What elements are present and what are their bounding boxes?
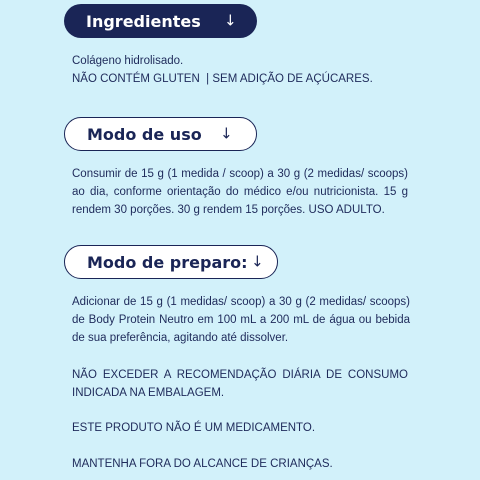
arrow-down-icon: ↓ — [220, 124, 233, 143]
ingredients-line: NÃO CONTÉM GLUTEN | SEM ADIÇÃO DE AÇÚCARES. — [72, 73, 373, 85]
usage-title: Modo de uso — [87, 124, 202, 144]
warning-children: MANTENHA FORA DO ALCANCE DE CRIANÇAS. — [72, 458, 333, 470]
usage-header[interactable] — [64, 117, 257, 151]
arrow-down-icon: ↓ — [224, 11, 237, 30]
ingredients-line: Colágeno hidrolisado. — [72, 55, 184, 67]
ingredients-title: Ingredientes — [86, 11, 201, 31]
warning-not-medicine: ESTE PRODUTO NÃO É UM MEDICAMENTO. — [72, 422, 316, 434]
ingredients-content — [72, 52, 412, 88]
warning-daily-limit: NÃO EXCEDER A RECOMENDAÇÃO DIÁRIA DE CONSUMO INDICADA NA EMBALAGEM. — [72, 369, 408, 399]
usage-content: Consumir de 15 g (1 medida / scoop) a 30 g (2 medidas/ scoops) ao dia, conforme orientação do médico e/ou nutricionista. 15 g rendem 30 porções. 30 g rendem 15 porções. USO ADULTO. — [72, 168, 408, 216]
preparation-content: Adicionar de 15 g (1 medidas/ scoop) a 30 g (2 medidas/ scoops) de Body Protein Neutro em 100 mL a 200 mL de água ou bebida de sua preferência, agitando até dissolver. — [72, 296, 410, 344]
arrow-down-icon: ↓ — [251, 252, 264, 271]
preparation-title: Modo de preparo: — [87, 252, 248, 272]
ingredients-header[interactable] — [64, 4, 257, 38]
preparation-header[interactable] — [64, 245, 278, 279]
